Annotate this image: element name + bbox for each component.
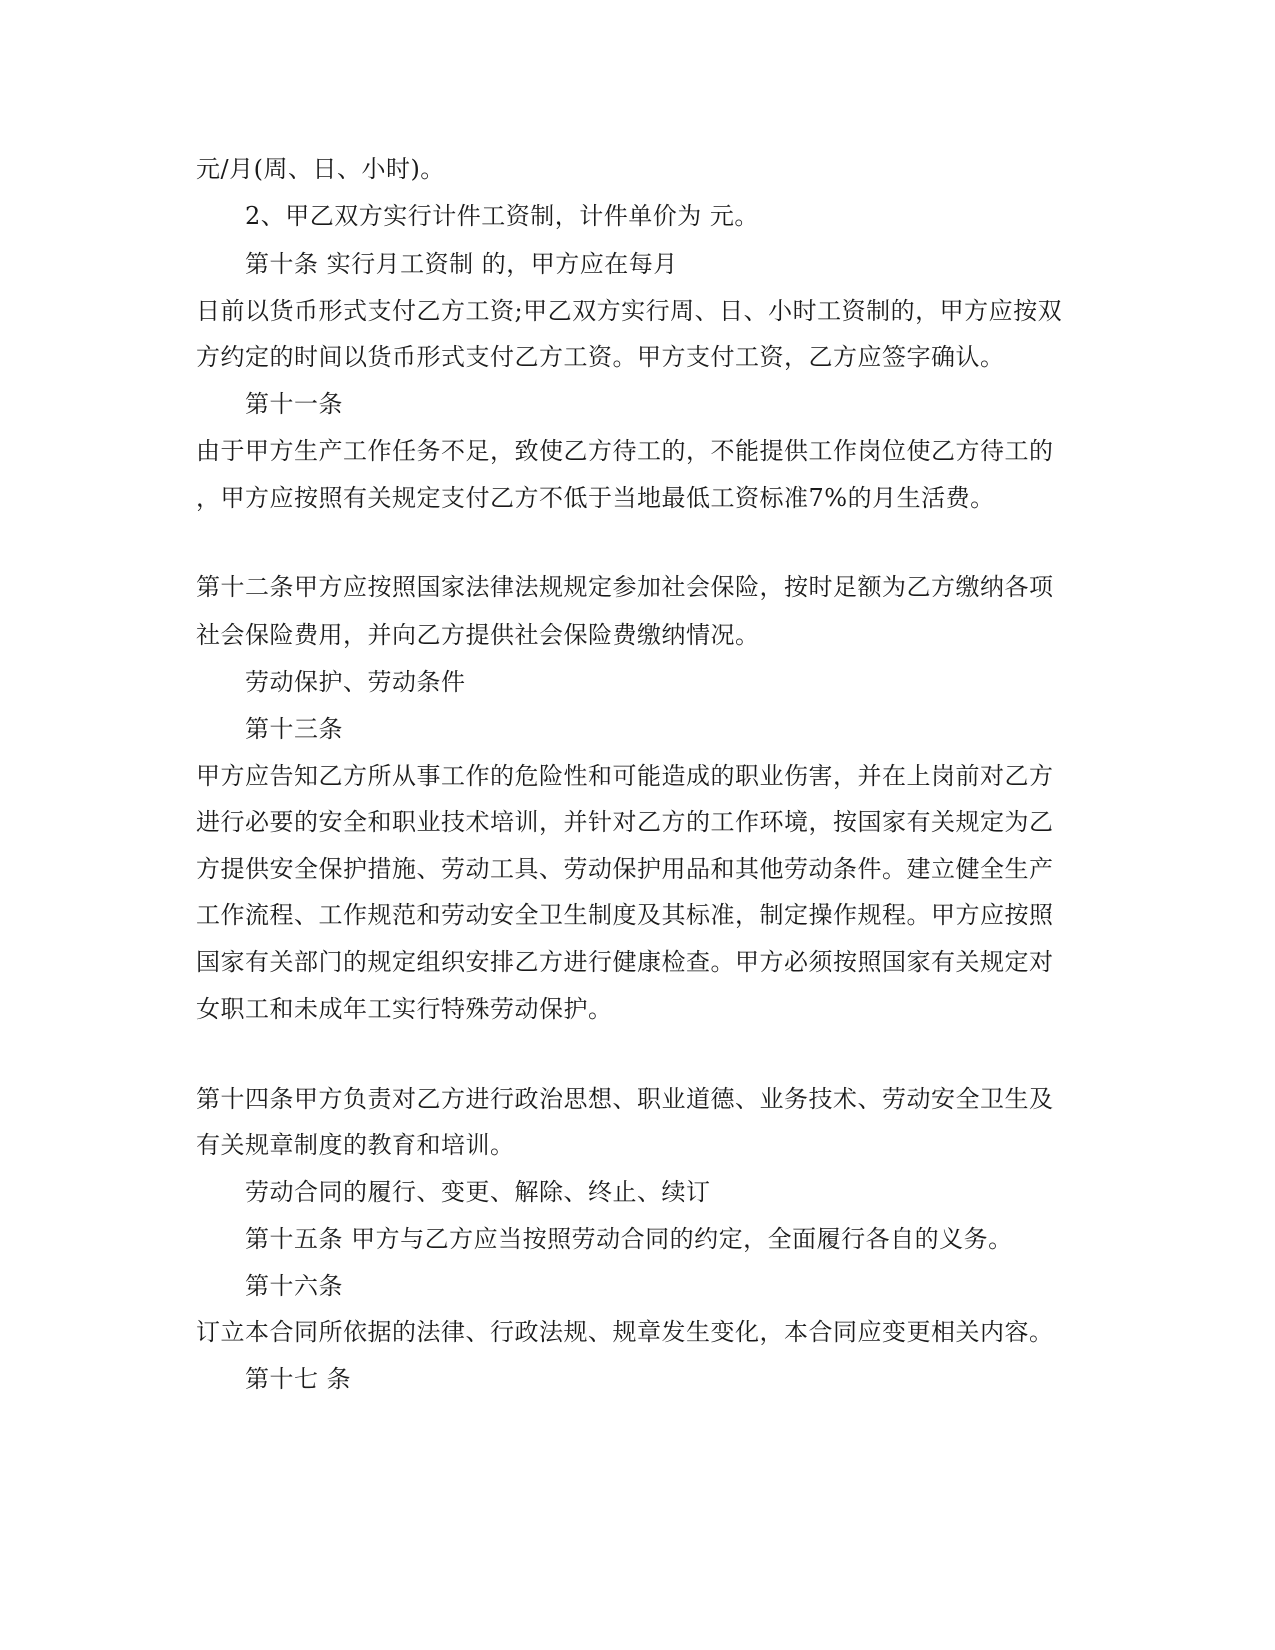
article-13: 第十三条 (245, 715, 343, 743)
article-15: 第十五条 甲方与乙方应当按照劳动合同的约定，全面履行各自的义务。 (245, 1225, 1013, 1253)
text-line: 订立本合同所依据的法律、行政法规、规章发生变化，本合同应变更相关内容。 (196, 1318, 1054, 1346)
article-11: 第十一条 (245, 390, 343, 418)
text-line: 2、甲乙双方实行计件工资制，计件单价为 元。 (245, 202, 759, 230)
text-line: 进行必要的安全和职业技术培训，并针对乙方的工作环境，按国家有关规定为乙 (196, 808, 1054, 836)
text-line: ，甲方应按照有关规定支付乙方不低于当地最低工资标准7%的月生活费。 (196, 484, 995, 512)
text-line: 女职工和未成年工实行特殊劳动保护。 (196, 995, 613, 1023)
article-14: 第十四条甲方负责对乙方进行政治思想、职业道德、业务技术、劳动安全卫生及 (196, 1085, 1054, 1113)
section-heading: 劳动合同的履行、变更、解除、终止、续订 (245, 1178, 711, 1206)
text-line: 有关规章制度的教育和培训。 (196, 1131, 515, 1159)
article-16: 第十六条 (245, 1272, 343, 1300)
text-line: 方约定的时间以货币形式支付乙方工资。甲方支付工资，乙方应签字确认。 (196, 343, 1005, 371)
text-line: 国家有关部门的规定组织安排乙方进行健康检查。甲方必须按照国家有关规定对 (196, 948, 1054, 976)
text-line: 社会保险费用，并向乙方提供社会保险费缴纳情况。 (196, 621, 760, 649)
text-line: 元/月(周、日、小时)。 (196, 155, 445, 183)
article-12: 第十二条甲方应按照国家法律法规规定参加社会保险，按时足额为乙方缴纳各项 (196, 573, 1054, 601)
text-line: 方提供安全保护措施、劳动工具、劳动保护用品和其他劳动条件。建立健全生产 (196, 855, 1054, 883)
text-line: 工作流程、工作规范和劳动安全卫生制度及其标准，制定操作规程。甲方应按照 (196, 901, 1054, 929)
text-line: 由于甲方生产工作任务不足，致使乙方待工的，不能提供工作岗位使乙方待工的 (196, 437, 1054, 465)
article-17: 第十七 条 (245, 1365, 352, 1393)
article-10: 第十条 实行月工资制 的，甲方应在每月 (245, 250, 678, 278)
section-heading: 劳动保护、劳动条件 (245, 668, 466, 696)
text-line: 日前以货币形式支付乙方工资;甲乙双方实行周、日、小时工资制的，甲方应按双 (196, 297, 1063, 325)
text-line: 甲方应告知乙方所从事工作的危险性和可能造成的职业伤害，并在上岗前对乙方 (196, 762, 1054, 790)
